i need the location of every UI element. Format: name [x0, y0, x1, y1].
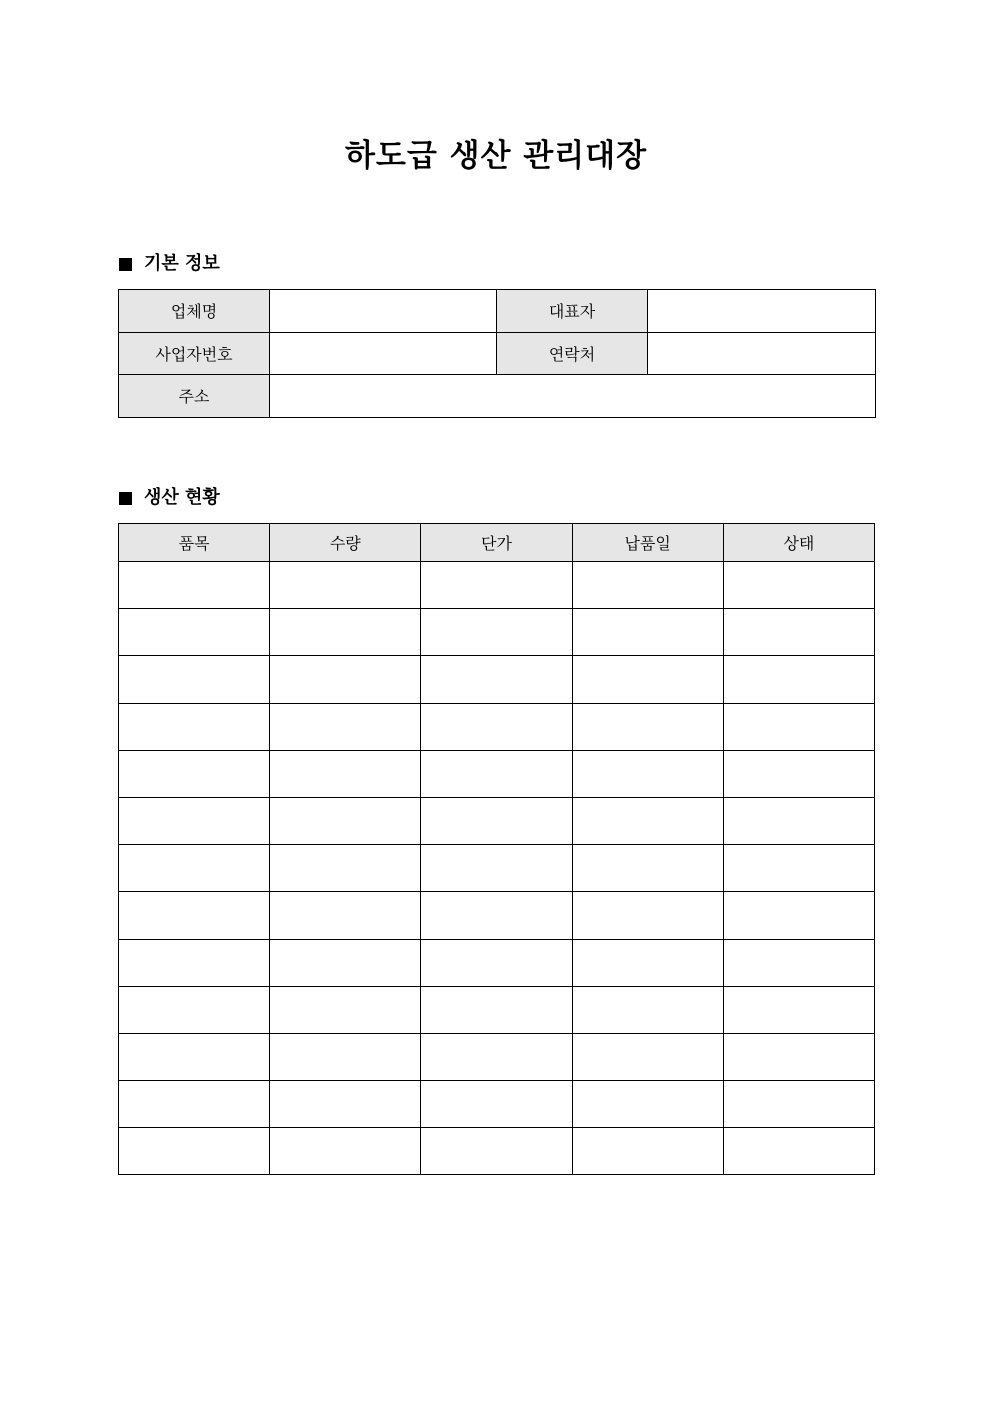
delivery-date-cell[interactable]	[572, 845, 723, 892]
company-label: 업체명	[119, 290, 270, 333]
quantity-cell[interactable]	[270, 562, 421, 609]
status-cell[interactable]	[723, 1081, 874, 1128]
production-table	[118, 523, 875, 1175]
quantity-cell[interactable]	[270, 797, 421, 844]
delivery-date-cell[interactable]	[572, 986, 723, 1033]
unit-price-cell[interactable]	[421, 750, 572, 797]
contact-label: 연락처	[497, 332, 648, 375]
square-bullet-icon	[119, 258, 132, 271]
table-row	[119, 1033, 875, 1080]
unit-price-cell[interactable]	[421, 703, 572, 750]
table-row	[119, 797, 875, 844]
delivery-date-cell[interactable]	[572, 892, 723, 939]
status-cell[interactable]	[723, 703, 874, 750]
column-header-quantity: 수량	[270, 524, 421, 562]
column-header-delivery-date: 납품일	[572, 524, 723, 562]
table-row	[119, 703, 875, 750]
quantity-cell[interactable]	[270, 1128, 421, 1175]
quantity-cell[interactable]	[270, 609, 421, 656]
table-row	[119, 375, 876, 418]
quantity-cell[interactable]	[270, 750, 421, 797]
quantity-cell[interactable]	[270, 1081, 421, 1128]
item-cell[interactable]	[119, 939, 270, 986]
table-row	[119, 562, 875, 609]
table-row	[119, 939, 875, 986]
quantity-cell[interactable]	[270, 845, 421, 892]
table-row	[119, 845, 875, 892]
square-bullet-icon	[119, 492, 132, 505]
table-row	[119, 290, 876, 333]
basic-info-table	[118, 289, 876, 418]
quantity-cell[interactable]	[270, 1033, 421, 1080]
unit-price-cell[interactable]	[421, 609, 572, 656]
section-heading-label: 생산 현황	[144, 487, 220, 508]
unit-price-cell[interactable]	[421, 1081, 572, 1128]
quantity-cell[interactable]	[270, 986, 421, 1033]
status-cell[interactable]	[723, 845, 874, 892]
item-cell[interactable]	[119, 845, 270, 892]
column-header-unit-price: 단가	[421, 524, 572, 562]
address-field[interactable]	[270, 375, 876, 418]
column-header-status: 상태	[723, 524, 874, 562]
table-row	[119, 1081, 875, 1128]
table-row	[119, 609, 875, 656]
item-cell[interactable]	[119, 797, 270, 844]
delivery-date-cell[interactable]	[572, 1033, 723, 1080]
delivery-date-cell[interactable]	[572, 750, 723, 797]
item-cell[interactable]	[119, 562, 270, 609]
status-cell[interactable]	[723, 562, 874, 609]
representative-field[interactable]	[648, 290, 876, 333]
section-heading-basic-info	[119, 252, 220, 276]
unit-price-cell[interactable]	[421, 845, 572, 892]
table-row	[119, 332, 876, 375]
unit-price-cell[interactable]	[421, 892, 572, 939]
representative-label: 대표자	[497, 290, 648, 333]
contact-field[interactable]	[648, 332, 876, 375]
status-cell[interactable]	[723, 1128, 874, 1175]
delivery-date-cell[interactable]	[572, 656, 723, 703]
status-cell[interactable]	[723, 656, 874, 703]
delivery-date-cell[interactable]	[572, 939, 723, 986]
unit-price-cell[interactable]	[421, 939, 572, 986]
status-cell[interactable]	[723, 892, 874, 939]
status-cell[interactable]	[723, 939, 874, 986]
quantity-cell[interactable]	[270, 656, 421, 703]
table-row	[119, 1128, 875, 1175]
status-cell[interactable]	[723, 609, 874, 656]
item-cell[interactable]	[119, 892, 270, 939]
item-cell[interactable]	[119, 1128, 270, 1175]
table-header-row	[119, 524, 875, 562]
delivery-date-cell[interactable]	[572, 562, 723, 609]
delivery-date-cell[interactable]	[572, 609, 723, 656]
company-field[interactable]	[270, 290, 497, 333]
section-heading-production	[119, 486, 220, 510]
delivery-date-cell[interactable]	[572, 797, 723, 844]
quantity-cell[interactable]	[270, 939, 421, 986]
status-cell[interactable]	[723, 986, 874, 1033]
production-table-body	[119, 562, 875, 1175]
item-cell[interactable]	[119, 750, 270, 797]
status-cell[interactable]	[723, 750, 874, 797]
item-cell[interactable]	[119, 609, 270, 656]
address-label: 주소	[119, 375, 270, 418]
delivery-date-cell[interactable]	[572, 1128, 723, 1175]
item-cell[interactable]	[119, 1033, 270, 1080]
business-number-field[interactable]	[270, 332, 497, 375]
status-cell[interactable]	[723, 1033, 874, 1080]
column-header-item: 품목	[119, 524, 270, 562]
table-row	[119, 892, 875, 939]
table-row	[119, 656, 875, 703]
table-row	[119, 750, 875, 797]
status-cell[interactable]	[723, 797, 874, 844]
item-cell[interactable]	[119, 986, 270, 1033]
table-row	[119, 986, 875, 1033]
unit-price-cell[interactable]	[421, 1128, 572, 1175]
delivery-date-cell[interactable]	[572, 1081, 723, 1128]
unit-price-cell[interactable]	[421, 562, 572, 609]
quantity-cell[interactable]	[270, 703, 421, 750]
unit-price-cell[interactable]	[421, 656, 572, 703]
delivery-date-cell[interactable]	[572, 703, 723, 750]
item-cell[interactable]	[119, 703, 270, 750]
unit-price-cell[interactable]	[421, 797, 572, 844]
business-number-label: 사업자번호	[119, 332, 270, 375]
item-cell[interactable]	[119, 1081, 270, 1128]
unit-price-cell[interactable]	[421, 986, 572, 1033]
document-title: 하도급 생산 관리대장	[344, 138, 648, 174]
section-heading-label: 기본 정보	[144, 253, 220, 274]
unit-price-cell[interactable]	[421, 1033, 572, 1080]
quantity-cell[interactable]	[270, 892, 421, 939]
item-cell[interactable]	[119, 656, 270, 703]
